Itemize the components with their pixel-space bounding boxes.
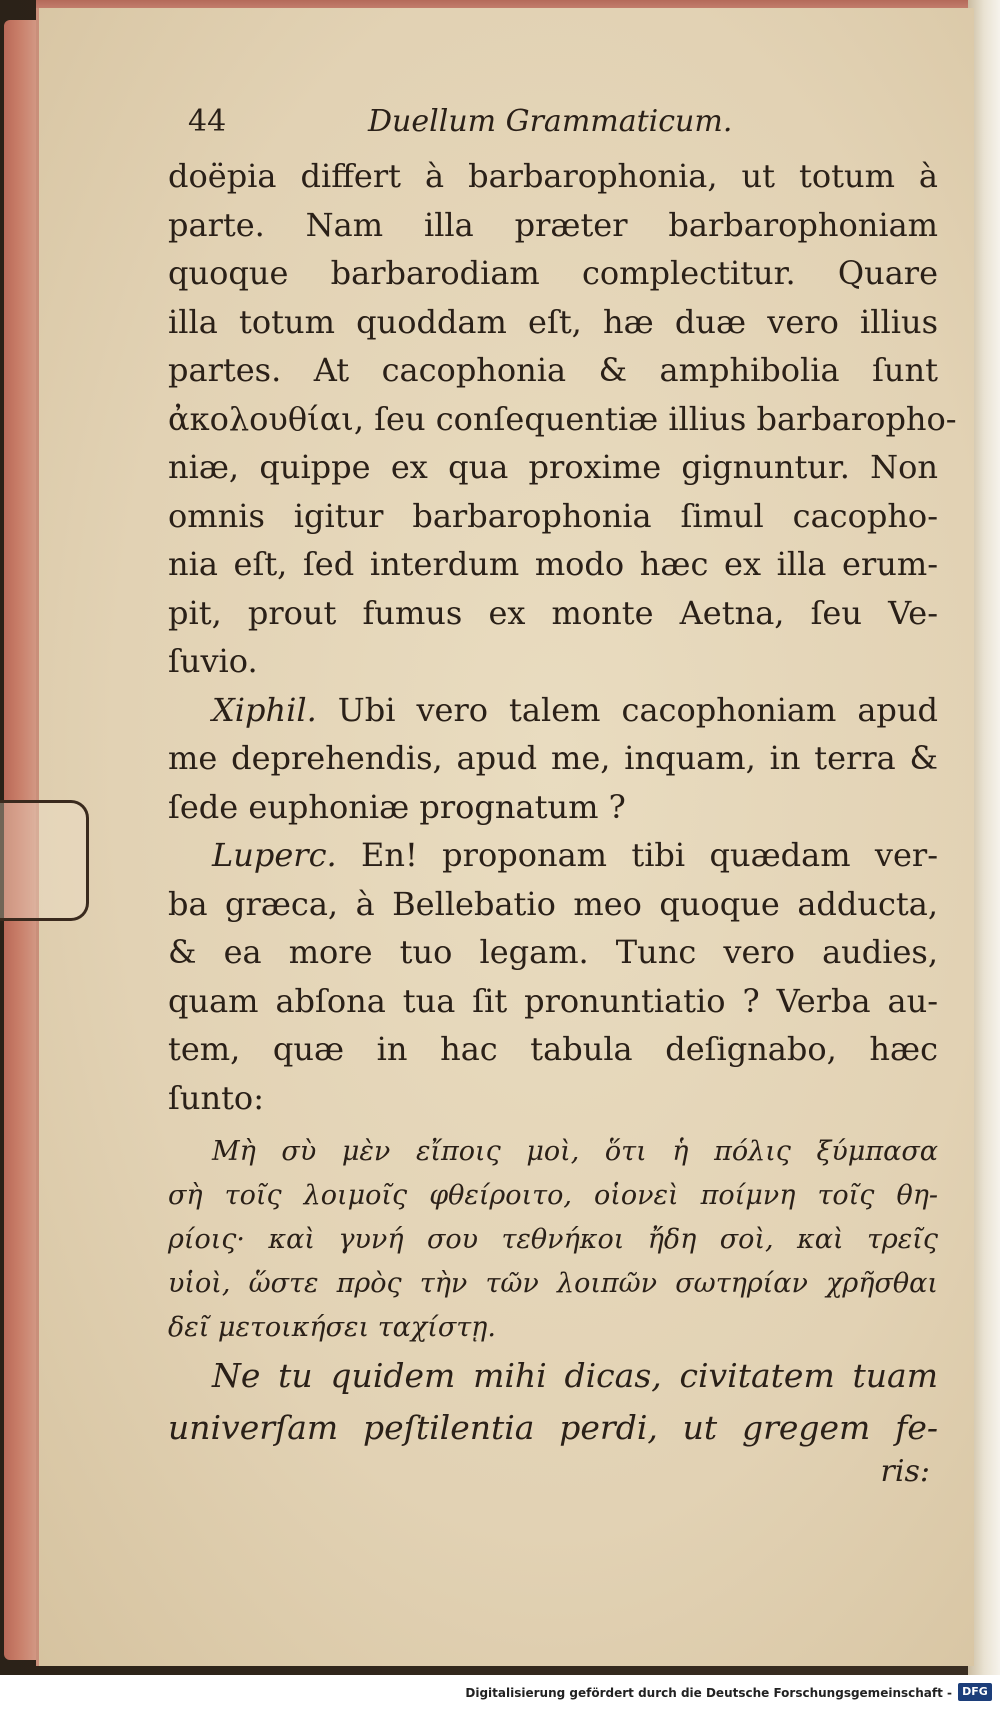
text-line: pit, prout fumus ex monte Aetna, ſeu Ve-: [168, 593, 938, 632]
text-line: me deprehendis, apud me, inquam, in terra &: [168, 739, 938, 777]
dialogue-line-luperc: [168, 831, 938, 880]
speaker-label: Luperc.: [212, 836, 337, 874]
text-line: ſuvio.: [168, 642, 258, 680]
text-line: ſunto:: [168, 1078, 264, 1117]
greek-line: δεῖ μετοικήσει ταχίστῃ.: [168, 1312, 496, 1343]
text-line: & ea more tuo legam. Tunc vero audies,: [168, 933, 938, 971]
text-line: nia eſt, ſed interdum modo hæc ex illa erum-: [168, 545, 938, 583]
text-line: partes. At cacophonia & amphibolia ſunt: [168, 351, 938, 389]
text-line: parte. Nam illa præter barbarophoniam: [168, 205, 938, 244]
book-clasp: [0, 800, 89, 921]
greek-line: Μὴ σὺ μὲν εἴποις μοὶ, ὅτι ἡ πόλις ξύμπασα: [212, 1136, 938, 1167]
text-line: doëpia differt à barbarophonia, ut totum à: [168, 157, 938, 195]
text-line: niæ, quippe ex qua proxime gignuntur. Non: [168, 448, 938, 486]
text-line: tem, quæ in hac tabula deſignabo, hæc: [168, 1030, 938, 1068]
greek-line: υἱοὶ, ὥστε πρὸς τὴν τῶν λοιπῶν σωτηρίαν χρῆσθαι: [168, 1268, 938, 1299]
text-line: omnis igitur barbarophonia ſimul cacopho-: [168, 496, 938, 535]
dialogue-line-xiphil: [168, 686, 938, 735]
speech-text: En! proponam tibi quædam ver-: [361, 836, 939, 874]
catchword: ris:: [880, 1454, 930, 1489]
text-line: ba græca, à Bellebatio meo quoque adducta,: [168, 884, 938, 923]
text-line: ſede euphoniæ prognatum ?: [168, 787, 626, 826]
text-line: ἀκολουθίαι, ſeu conſequentiæ illius barbaropho-: [168, 399, 957, 438]
speech-text: Ubi vero talem cacophoniam apud: [337, 690, 939, 729]
page-header: [168, 100, 938, 152]
greek-line: ρίοις· καὶ γυνή σου τεθνήκοι ἤδη σοὶ, καὶ τρεῖς: [168, 1224, 938, 1255]
page-number: 44: [188, 104, 227, 139]
text-line: quoque barbarodiam complectitur. Quare: [168, 254, 938, 292]
footer-credit: Digitalisierung gefördert durch die Deutsche Forschungsgemeinschaft -: [465, 1686, 952, 1700]
footer-bar: [0, 1675, 1000, 1709]
latin-italic-line: univerſam peſtilentia perdi, ut gregem fe-: [168, 1408, 938, 1447]
dfg-logo-icon: DFG: [958, 1683, 992, 1701]
page-text: [168, 100, 957, 1489]
latin-italic-line: Ne tu quidem mihi dicas, civitatem tuam: [212, 1356, 938, 1395]
text-line: illa totum quoddam eſt, hæ duæ vero illius: [168, 302, 938, 341]
speaker-label: Xiphil.: [212, 690, 317, 729]
text-line: quam abſona tua ſit pronuntiatio ? Verba au-: [168, 981, 938, 1020]
running-title: Duellum Grammaticum.: [368, 104, 733, 139]
greek-line: σὴ τοῖς λοιμοῖς φθείροιτο, οἱονεὶ ποίμνη τοῖς θη-: [168, 1180, 938, 1211]
